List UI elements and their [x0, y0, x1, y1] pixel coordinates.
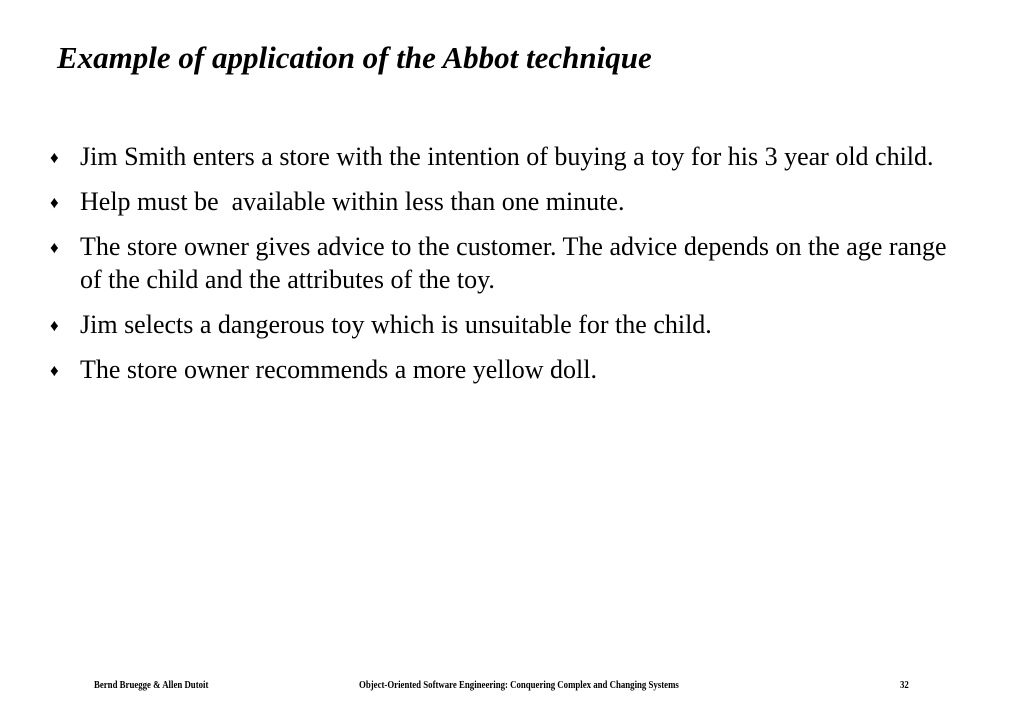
bullet-list	[50, 140, 965, 398]
bullet-item	[50, 230, 965, 296]
bullet-text: The store owner gives advice to the customer. The advice depends on the age range of the child and the attributes of the toy.	[80, 232, 947, 294]
diamond-bullet-icon: ♦	[50, 193, 59, 212]
bullet-text: Jim Smith enters a store with the intention of buying a toy for his 3 year old child.	[80, 142, 934, 171]
diamond-bullet-icon: ♦	[50, 316, 59, 335]
diamond-bullet-icon: ♦	[50, 148, 59, 167]
bullet-item	[50, 185, 965, 218]
footer-authors: Bernd Bruegge & Allen Dutoit	[94, 680, 209, 691]
bullet-item	[50, 140, 965, 173]
diamond-bullet-icon: ♦	[50, 361, 59, 380]
bullet-item	[50, 353, 965, 386]
diamond-bullet-icon: ♦	[50, 238, 59, 257]
slide-title: Example of application of the Abbot technique	[57, 40, 652, 75]
bullet-text: The store owner recommends a more yellow doll.	[80, 355, 597, 384]
footer-page-number: 32	[900, 680, 909, 691]
bullet-text: Help must be available within less than one minute.	[80, 187, 625, 216]
footer-book-title: Object-Oriented Software Engineering: Conquering Complex and Changing Systems	[359, 680, 679, 691]
bullet-text: Jim selects a dangerous toy which is unsuitable for the child.	[80, 310, 712, 339]
bullet-item	[50, 308, 965, 341]
